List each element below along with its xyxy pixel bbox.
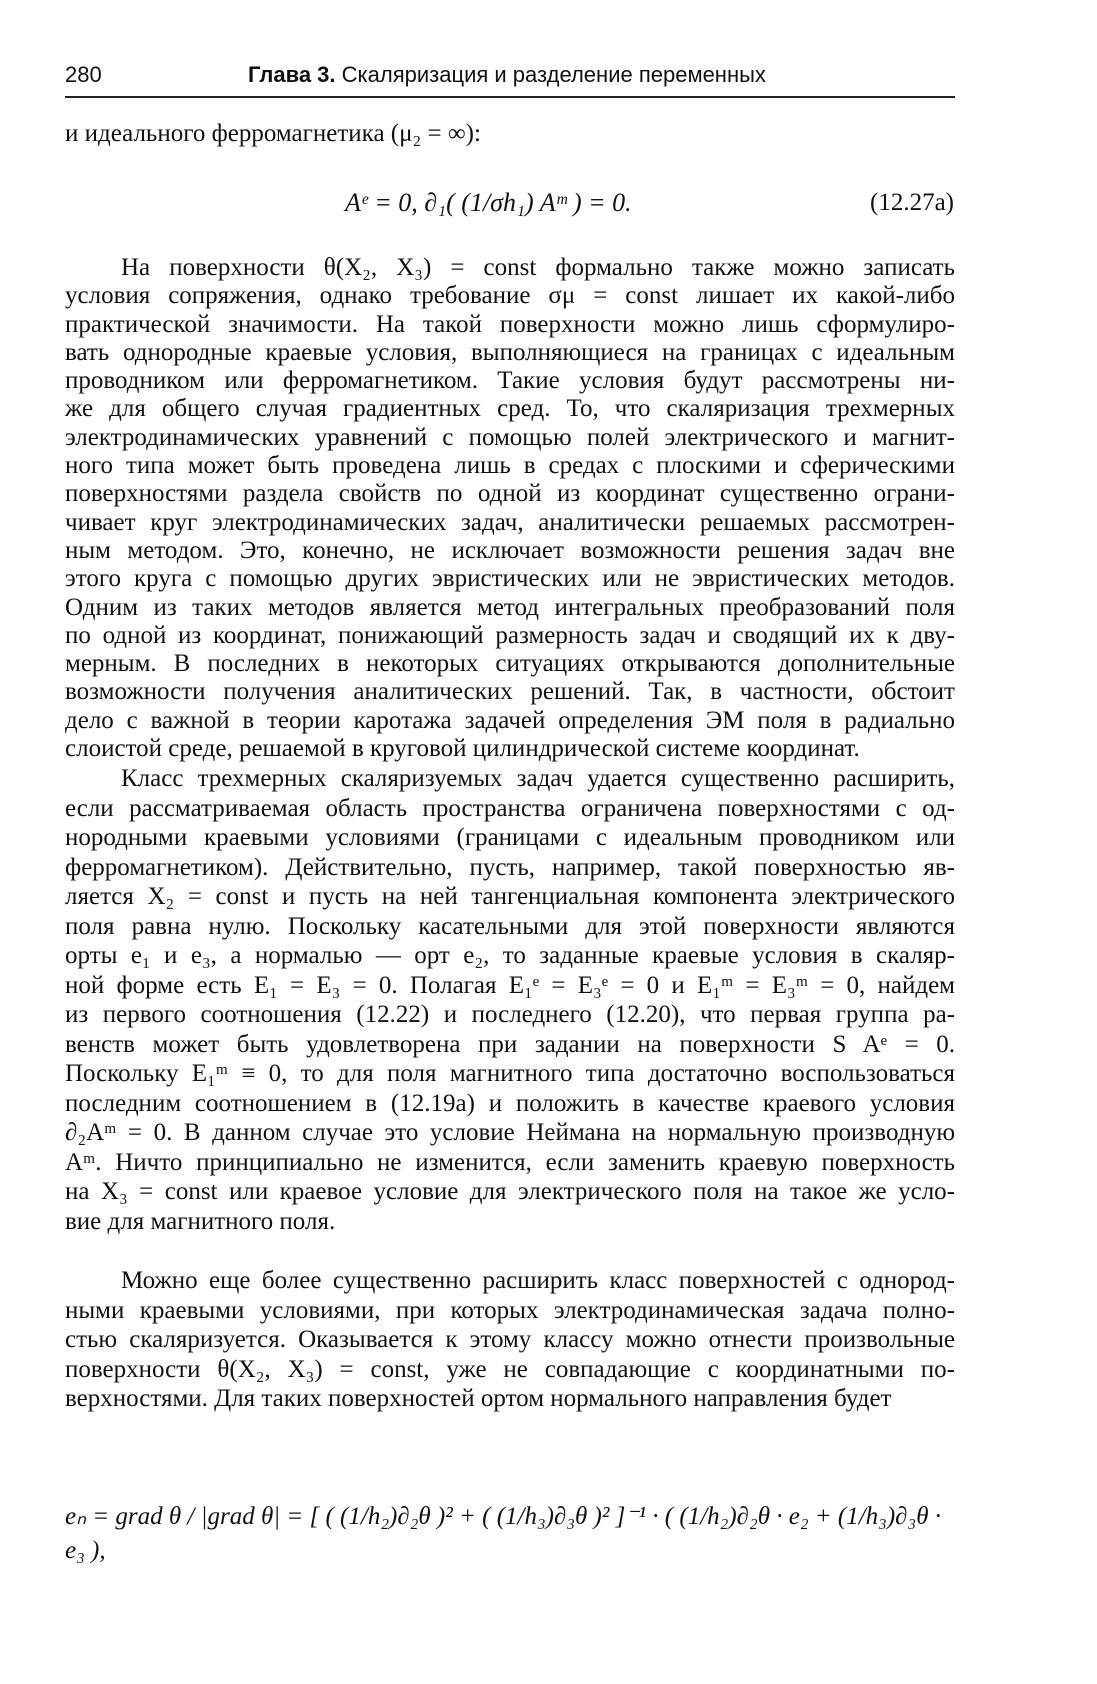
text-line: последним соотношением в (12.19a) и положить в качестве краевого условия <box>65 1089 955 1117</box>
chapter-label: Глава 3. <box>248 62 336 87</box>
text-line: верхностями. Для таких поверхностей ортом нормального направления будет <box>65 1385 892 1412</box>
text-line: этого круга с помощью других эвристических или не эвристических методов. <box>65 565 955 593</box>
text-line: Одним из таких методов является метод интегральных преобразований поля <box>65 593 955 621</box>
equation-normal-vector: eₙ = grad θ / |grad θ| = [ ( (1/h₂)∂₂θ )² + ( (1/h₃)∂₃θ )² ]⁻¹ · ( (1/h₂)∂₂θ · e₂ + (1/h₃)∂₃θ · e₃ ), <box>65 1503 942 1564</box>
text-line: же для общего случая градиентных сред. То, что скаляризация трехмерных <box>65 395 955 423</box>
page-number: 280 <box>65 62 102 87</box>
chapter-name: Скаляризация и разделение переменных <box>341 62 766 87</box>
text-line: проводником или ферромагнетиком. Такие условия будут рассмотрены ни- <box>65 367 955 395</box>
text-line: и идеального ферромагнетика (μ₂ = ∞): <box>65 120 481 147</box>
text-line: электродинамических уравнений с помощью полей электрического и магнит- <box>65 423 955 451</box>
text-line: возможности получения аналитических решений. Так, в частности, обстоит <box>65 678 955 706</box>
chapter-title <box>248 62 766 88</box>
text-line: Поскольку E₁ᵐ ≡ 0, то для поля магнитного типа достаточно воспользоваться <box>65 1060 955 1087</box>
paragraph-2 <box>65 764 955 1236</box>
text-line: ными краевыми условиями, при которых электродинамическая задача полно- <box>65 1296 955 1324</box>
text-line: ного типа может быть проведена лишь в средах с плоскими и сферическими <box>65 452 955 480</box>
text-line: условия сопряжения, однако требование σμ = const лишает их какой-либо <box>65 282 955 310</box>
text-line: Aᵐ. Ничто принципиально не изменится, если заменить краевую поверхность <box>65 1148 955 1176</box>
text-line: ляется X₂ = const и пусть на ней тангенциальная компонента электрического <box>65 883 955 910</box>
text-line: Класс трехмерных скаляризуемых задач удается существенно расширить, <box>121 765 955 792</box>
text-line: На поверхности θ(X₂, X₃) = const формально также можно записать <box>121 254 955 281</box>
text-line: поверхности θ(X₂, X₃) = const, уже не совпадающие с координатными по- <box>65 1355 955 1383</box>
text-line: вие для магнитного поля. <box>65 1207 336 1235</box>
text-line: венств может быть удовлетворена при задании на поверхности S Aᵉ = 0. <box>65 1030 955 1058</box>
paragraph-3 <box>65 1266 955 1414</box>
text-line: стью скаляризуется. Оказывается к этому классу можно отнести произвольные <box>65 1326 955 1353</box>
text-line: поля равна нулю. Поскольку касательными для этой поверхности являются <box>65 912 955 940</box>
text-line: из первого соотношения (12.22) и последнего (12.20), что первая группа ра- <box>65 1001 955 1028</box>
text-line: ∂₂Aᵐ = 0. В данном случае это условие Неймана на нормальную производную <box>65 1119 955 1146</box>
text-line: ной форме есть E₁ = E₃ = 0. Полагая E₁ᵉ = E₃ᵉ = 0 и E₁ᵐ = E₃ᵐ = 0, найдем <box>65 971 955 999</box>
text-line: нородными краевыми условиями (границами с идеальным проводником или <box>65 824 955 851</box>
text-line: ферромагнетиком). Действительно, пусть, например, такой поверхностью яв- <box>65 853 955 881</box>
text-line: по одной из координат, понижающий размерность задач и сводящий их к дву- <box>65 621 955 649</box>
running-header <box>65 58 955 98</box>
text-line: слоистой среде, решаемой в круговой цилиндрической системе координат. <box>65 735 860 763</box>
text-line: дело с важной в теории каротажа задачей определения ЭМ поля в радиально <box>65 706 955 734</box>
text-line: Можно еще более существенно расширить класс поверхностей с однород- <box>121 1267 955 1294</box>
text-line: чивает круг электродинамических задач, аналитически решаемых рассмотрен- <box>65 508 955 536</box>
text-line: практической значимости. На такой поверхности можно лишь сформулиро- <box>65 310 955 338</box>
text-line: если рассматриваемая область пространства ограничена поверхностями с од- <box>65 794 955 822</box>
text-line: орты e₁ и e₃, а нормалью — орт e₂, то заданные краевые условия в скаляр- <box>65 942 955 969</box>
text-line: мерным. В последних в некоторых ситуациях открываются дополнительные <box>65 650 955 678</box>
equation-12-27a: Aᵉ = 0, ∂₁( (1/σh₁) Aᵐ ) = 0. <box>345 188 632 217</box>
paragraph-1 <box>65 254 955 763</box>
text-line: поверхностями раздела свойств по одной из координат существенно ограни- <box>65 480 955 508</box>
text-line: ным методом. Это, конечно, не исключает возможности решения задач вне <box>65 536 955 564</box>
intro-text <box>65 119 955 149</box>
equation-number: (12.27a) <box>870 189 954 216</box>
text-line: на X₃ = const или краевое условие для электрического поля на такое же усло- <box>65 1178 955 1205</box>
text-line: вать однородные краевые условия, выполняющиеся на границах с идеальным <box>65 338 955 366</box>
